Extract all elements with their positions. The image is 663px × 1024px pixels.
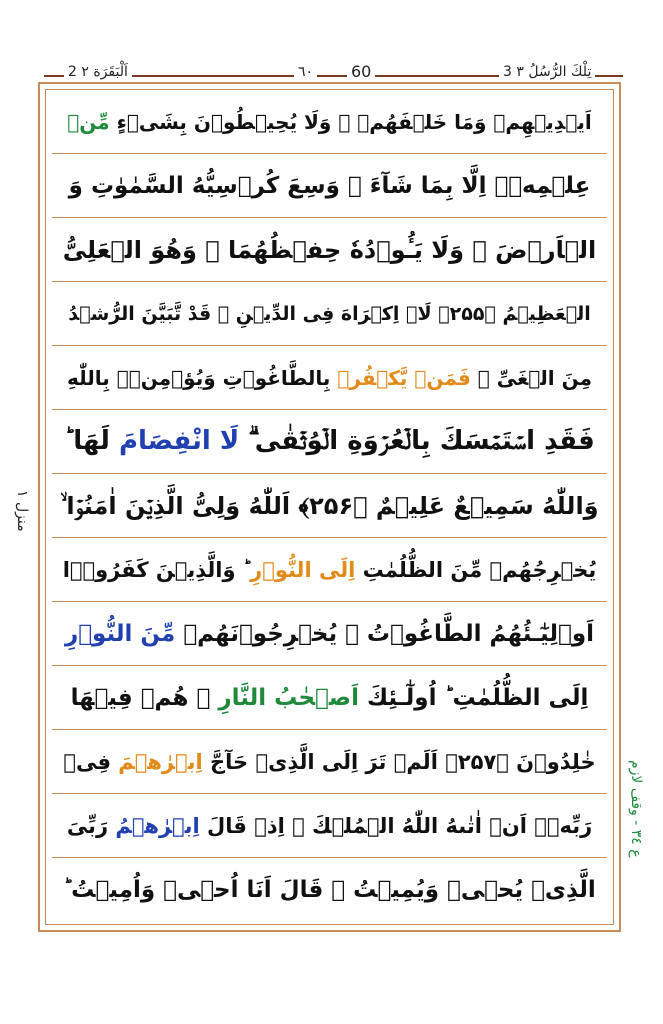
- ayah-text: الۡعَظِيۡمُ ﴿۲۵۵﴾ لَاۤ اِكۡرَاهَ فِى الدِّيۡنِ ۙ قَدْ تَّبَيَّنَ الرُّشۡدُ: [68, 302, 591, 325]
- ayah-text: الَّذِىۡ يُحۡىٖ وَيُمِيۡتُ ۙ قَالَ اَنَا اُحۡىٖ وَاُمِيۡتُ ؕ: [63, 876, 596, 903]
- ruku-marker: ع ٣٤ - وقف لازم: [628, 760, 644, 858]
- juz-label: 3 تِلْكَ الرُّسُلُ ٣: [499, 64, 595, 80]
- ayah-text: يُخۡرِجُهُمۡ مِّنَ الظُّلُمٰتِ اِلَى النُّوۡرِ ؕ وَالَّذِيۡنَ كَفَرُوۡۤا: [62, 557, 597, 582]
- ayah-text: اَوۡلِيٰٓـئُهُمُ الطَّاغُوۡتُ ۙ يُخۡرِجُوۡنَهُمۡ مِّنَ النُّوۡرِ: [64, 620, 595, 647]
- ayah-text: الۡاَرۡضَ ۚ وَلَا يَـُٔوۡدُهٗ حِفۡظُهُمَا ۚ وَهُوَ الۡعَلِىُّ: [62, 235, 597, 264]
- ayah-text: عِلۡمِهٖۤ اِلَّا بِمَا شَآءَ ۚ وَسِعَ كُرۡسِيُّهُ السَّمٰوٰتِ وَ: [68, 172, 591, 199]
- ayah-text: فَقَدِ اسۡتَمۡسَكَ بِالۡعُرۡوَةِ الۡوُثۡقٰى ۗ لَا انْفِصَامَ لَهَا ؕ: [64, 426, 595, 456]
- highlighted-word: اِبۡرٰهٖمُ: [115, 813, 200, 838]
- ayah-line-11: [52, 730, 607, 794]
- page-number-arabic: ٦٠: [294, 64, 317, 80]
- text-panel: [45, 89, 614, 925]
- ayah-text: خٰلِدُوۡنَ ﴿۲۵۷﴾ اَلَمۡ تَرَ اِلَى الَّذِىۡ حَآجَّ اِبۡرٰهٖمَ فِىۡ: [63, 749, 596, 774]
- ayah-line-7: [52, 474, 607, 538]
- highlighted-word: فَمَنۡ يَّكۡفُرۡ: [337, 365, 471, 390]
- ayah-text: اَيۡدِيۡهِمۡ وَمَا خَلۡفَهُمۡ ۚ وَلَا يُحِيۡطُوۡنَ بِشَىۡءٍ مِّنۡ: [67, 109, 592, 134]
- ayah-line-12: [52, 794, 607, 858]
- ayah-line-2: [52, 154, 607, 218]
- ayah-line-1: [52, 90, 607, 154]
- surah-label: 2 اَلْبَقَرَة ٢: [64, 64, 132, 80]
- ayah-text: رَبِّهٖۤ اَنۡ اٰتٰٮهُ اللّٰهُ الۡمُلۡكَ ۘ اِذۡ قَالَ اِبۡرٰهٖمُ رَبِّىَ: [66, 813, 593, 838]
- ayah-line-3: [52, 218, 607, 282]
- ayah-text: وَاللّٰهُ سَمِيۡعٌ عَلِيۡمٌ ﴿۲۵۶﴾ اَللّٰهُ وَلِىُّ الَّذِيۡنَ اٰمَنُوۡا ۙ: [60, 491, 599, 520]
- ayah-line-13: [52, 858, 607, 921]
- highlighted-word: اِلَى النُّوۡرِ: [250, 557, 356, 582]
- ayah-text: مِنَ الۡغَىِّ ۚ فَمَنۡ يَّكۡفُرۡ بِالطَّاغُوۡتِ وَيُؤۡمِنۡۢ بِاللّٰهِ: [66, 365, 593, 390]
- ayah-line-6: [52, 410, 607, 474]
- page-frame: [38, 82, 621, 932]
- ayah-line-4: [52, 282, 607, 346]
- ayah-line-5: [52, 346, 607, 410]
- manzil-marker: منزل ۱: [14, 490, 30, 532]
- highlighted-word: لَا انْفِصَامَ: [118, 426, 240, 456]
- ayah-line-9: [52, 602, 607, 666]
- ayah-line-10: [52, 666, 607, 730]
- highlighted-word: مِّنۡ: [67, 109, 110, 134]
- highlighted-word: اِبۡرٰهٖمَ: [118, 749, 203, 774]
- highlighted-word: مِّنَ النُّوۡرِ: [64, 620, 176, 647]
- ayah-text: اِلَى الظُّلُمٰتِ ؕ اُولٰٓـئِكَ اَصۡحٰبُ النَّارِ ۚ هُمۡ فِيۡهَا: [70, 684, 589, 711]
- highlighted-word: اَصۡحٰبُ النَّارِ: [218, 684, 359, 711]
- ayah-line-8: [52, 538, 607, 602]
- page-number: 60: [347, 62, 375, 81]
